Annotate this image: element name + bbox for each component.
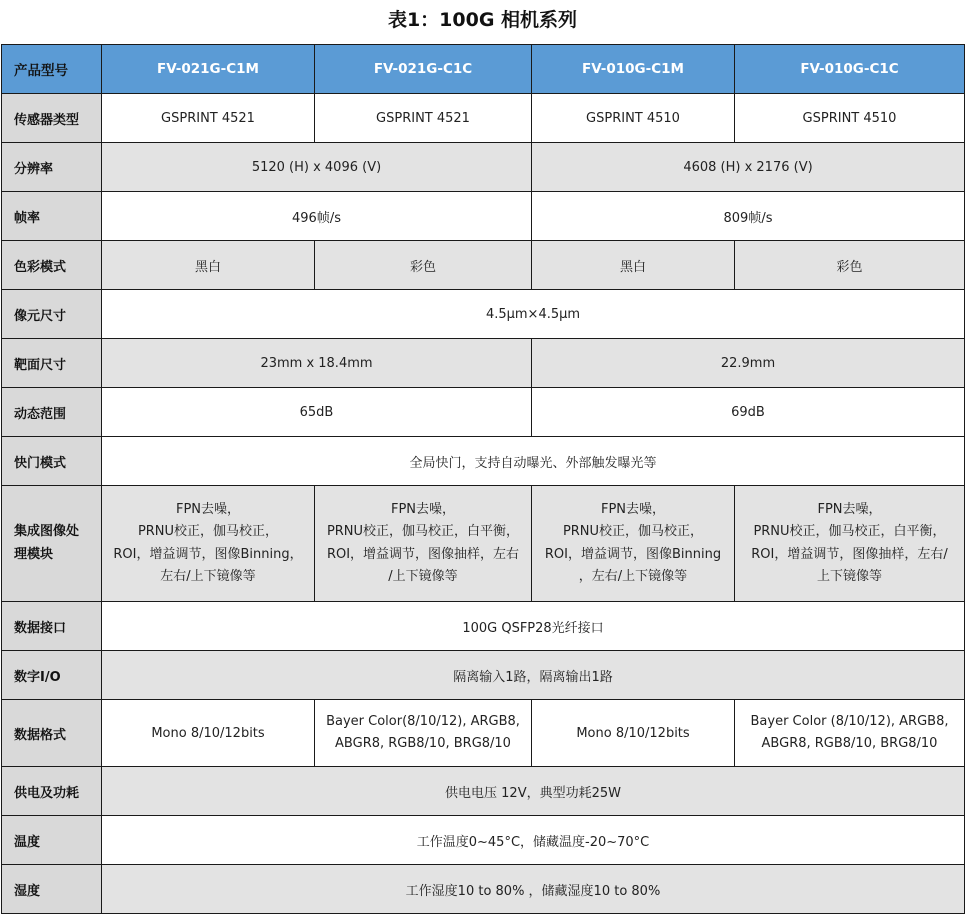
model-header: FV-010G-C1M: [532, 45, 735, 94]
row-label: 靶面尺寸: [2, 339, 102, 388]
table-cell: [735, 486, 965, 602]
table-cell: 工作湿度10 to 80% ，储藏湿度10 to 80%: [102, 865, 965, 914]
cell-line: FPN去噪，: [817, 501, 882, 517]
row-label: 分辨率: [2, 143, 102, 192]
row-label: 色彩模式: [2, 241, 102, 290]
table-cell: 黑白: [102, 241, 315, 290]
row-label: 动态范围: [2, 388, 102, 437]
cell-line: Bayer Color(8/10/12), ARGB8,: [326, 713, 520, 729]
cell-line: FPN去噪，: [175, 501, 241, 517]
table-row: [2, 192, 965, 241]
cell-line: PRNU校正，伽马校正，: [137, 524, 279, 539]
table-cell: Mono 8/10/12bits: [102, 700, 315, 767]
table-cell: 69dB: [532, 388, 965, 437]
table-cell: 23mm x 18.4mm: [102, 339, 532, 388]
header-label: 产品型号: [2, 45, 102, 94]
table-row: [2, 767, 965, 816]
table-cell: [315, 700, 532, 767]
table-row: [2, 816, 965, 865]
model-header: FV-021G-C1C: [315, 45, 532, 94]
table-cell: 彩色: [315, 241, 532, 290]
table-cell: [735, 700, 965, 767]
table-cell: 工作温度0~45°C，储藏温度-20~70°C: [102, 816, 965, 865]
table-row: [2, 339, 965, 388]
table-cell: 4608 (H) x 2176 (V): [532, 143, 965, 192]
row-label: 像元尺寸: [2, 290, 102, 339]
table-cell: 5120 (H) x 4096 (V): [102, 143, 532, 192]
table-cell: [315, 486, 532, 602]
table-cell: 彩色: [735, 241, 965, 290]
table-row: [2, 437, 965, 486]
table-row: [2, 486, 965, 602]
table-row: [2, 700, 965, 767]
cell-line: /上下镜像等: [388, 569, 458, 584]
model-header: FV-021G-C1M: [102, 45, 315, 94]
cell-line: ROI，增益调节，图像抽样，左右/: [751, 546, 948, 562]
row-label: 数字I/O: [2, 651, 102, 700]
table-cell: GSPRINT 4521: [102, 94, 315, 143]
cell-line: FPN去噪，: [390, 501, 456, 517]
table-cell: Mono 8/10/12bits: [532, 700, 735, 767]
table-row: [2, 602, 965, 651]
row-label: 湿度: [2, 865, 102, 914]
cell-line: ROI，增益调节，图像Binning，: [113, 546, 303, 562]
page-title: 表1：100G 相机系列: [387, 9, 578, 31]
row-label-line: 理模块: [14, 546, 54, 562]
cell-line: PRNU校正，伽马校正，白平衡，: [326, 524, 520, 539]
row-label: 传感器类型: [2, 94, 102, 143]
table-cell: [532, 486, 735, 602]
table-cell: 黑白: [532, 241, 735, 290]
row-label: 温度: [2, 816, 102, 865]
row-label-line: 集成图像处: [14, 524, 80, 539]
table-row: [2, 94, 965, 143]
cell-line: Bayer Color (8/10/12), ARGB8,: [750, 713, 949, 729]
table-row: [2, 651, 965, 700]
cell-line: PRNU校正，伽马校正，白平衡，: [753, 524, 946, 539]
table-cell: 22.9mm: [532, 339, 965, 388]
row-label: [2, 486, 102, 602]
table-cell: 全局快门，支持自动曝光、外部触发曝光等: [102, 437, 965, 486]
cell-line: ABGR8, RGB8/10, BRG8/10: [335, 736, 511, 751]
cell-line: PRNU校正，伽马校正，: [562, 524, 704, 539]
table-cell: 供电电压 12V，典型功耗25W: [102, 767, 965, 816]
table-cell: 隔离输入1路，隔离输出1路: [102, 651, 965, 700]
cell-line: ABGR8, RGB8/10, BRG8/10: [761, 736, 938, 751]
row-label: 快门模式: [2, 437, 102, 486]
row-label: 数据格式: [2, 700, 102, 767]
table-cell: GSPRINT 4510: [532, 94, 735, 143]
table-row: [2, 143, 965, 192]
table-row: [2, 290, 965, 339]
table-cell: GSPRINT 4510: [735, 94, 965, 143]
row-label: 供电及功耗: [2, 767, 102, 816]
table-row: [2, 388, 965, 437]
table-cell: [102, 486, 315, 602]
cell-line: 左右/上下镜像等: [160, 569, 256, 584]
cell-line: ，左右/上下镜像等: [578, 569, 688, 584]
model-header: FV-010G-C1C: [735, 45, 965, 94]
cell-line: 上下镜像等: [816, 569, 882, 584]
cell-line: ROI，增益调节，图像抽样，左右: [326, 546, 520, 562]
spec-table: [1, 44, 965, 914]
header-row: [2, 45, 965, 94]
row-label: 数据接口: [2, 602, 102, 651]
cell-line: FPN去噪，: [600, 501, 666, 517]
table-row: [2, 865, 965, 914]
cell-line: ROI，增益调节，图像Binning: [544, 546, 722, 562]
table-cell: 100G QSFP28光纤接口: [102, 602, 965, 651]
table-cell: 4.5μm×4.5μm: [102, 290, 965, 339]
table-cell: 496帧/s: [102, 192, 532, 241]
table-cell: GSPRINT 4521: [315, 94, 532, 143]
table-cell: 809帧/s: [532, 192, 965, 241]
table-cell: 65dB: [102, 388, 532, 437]
row-label: 帧率: [2, 192, 102, 241]
table-row: [2, 241, 965, 290]
